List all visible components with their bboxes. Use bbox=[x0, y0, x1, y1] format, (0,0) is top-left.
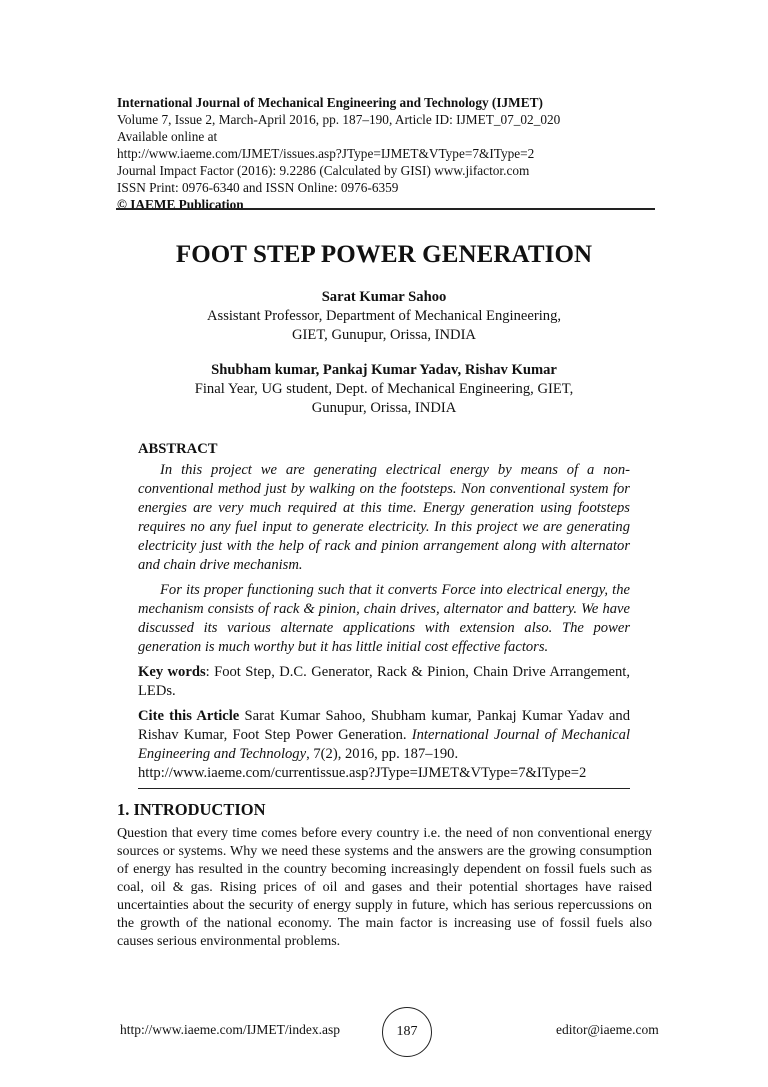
keywords-label: Key words bbox=[138, 664, 206, 680]
author-affiliation-1b: GIET, Gunupur, Orissa, INDIA bbox=[292, 327, 476, 343]
footer-url[interactable]: http://www.iaeme.com/IJMET/index.asp bbox=[120, 1022, 340, 1037]
abstract-divider bbox=[138, 788, 630, 789]
paper-title: FOOT STEP POWER GENERATION bbox=[175, 241, 593, 268]
available-line: Available online at bbox=[117, 129, 218, 144]
introduction-heading: 1. INTRODUCTION bbox=[117, 800, 266, 819]
impact-factor-line: Journal Impact Factor (2016): 9.2286 (Calculated by GISI) www.jifactor.com bbox=[117, 163, 530, 178]
footer-email[interactable]: editor@iaeme.com bbox=[556, 1022, 659, 1037]
abstract-paragraph-1: In this project we are generating electrical energy by means of a non-conventional method just by walking on the footsteps. Non conventional system for energies are very much required at this time. Energy generation using footsteps requires no any fuel input to generate electricity. In this project we are generating electricity just with the help of rack and pinion arrangement along with alternator and chain drive mechanism. bbox=[138, 462, 630, 573]
author-affiliation-1a: Assistant Professor, Department of Mechanical Engineering, bbox=[206, 308, 562, 324]
page-number: 187 bbox=[382, 1007, 432, 1057]
page-footer bbox=[0, 1000, 768, 1060]
author-affiliation-2a: Final Year, UG student, Dept. of Mechanical Engineering, GIET, bbox=[194, 381, 574, 397]
publisher-line: © IAEME Publication bbox=[117, 197, 244, 212]
cite-text-2: , 7(2), 2016, pp. 187–190. bbox=[306, 746, 459, 762]
abstract-paragraph-2: For its proper functioning such that it converts Force into electrical energy, the mechanism consists of rack & pinion, chain drives, alternator and battery. We have discussed its various alternate applications with extension also. The power generation is much worthy but it has little initial cost effective factors. bbox=[138, 582, 630, 655]
header-divider bbox=[116, 208, 655, 210]
author-block-1 bbox=[0, 288, 768, 345]
cite-text-1: Sarat Kumar Sahoo, Shubham kumar, Pankaj Kumar Yadav and Rishav Kumar, Foot Step Power Generation. bbox=[138, 708, 631, 743]
cite-label: Cite this Article bbox=[138, 708, 240, 724]
abstract-heading: ABSTRACT bbox=[138, 441, 218, 457]
citation bbox=[138, 707, 630, 783]
author-name-2: Shubham kumar, Pankaj Kumar Yadav, Rishav Kumar bbox=[211, 362, 557, 378]
volume-line: Volume 7, Issue 2, March-April 2016, pp. 187–190, Article ID: IJMET_07_02_020 bbox=[117, 112, 561, 127]
journal-header bbox=[117, 94, 654, 213]
issue-url[interactable]: http://www.iaeme.com/IJMET/issues.asp?JType=IJMET&VType=7&IType=2 bbox=[117, 146, 535, 161]
journal-title: International Journal of Mechanical Engineering and Technology (IJMET) bbox=[117, 95, 543, 110]
author-affiliation-2b: Gunupur, Orissa, INDIA bbox=[311, 400, 457, 416]
abstract-section bbox=[138, 440, 630, 783]
author-block-2 bbox=[0, 361, 768, 418]
cite-journal: International Journal of Mechanical Engineering and Technology bbox=[138, 727, 630, 762]
author-name-1: Sarat Kumar Sahoo bbox=[321, 289, 447, 305]
introduction-body: Question that every time comes before every country i.e. the need of non conventional energy sources or systems. Why we need these systems and the answers are the growing consumption of energy has resulted in the country becoming increasingly dependent on fossil fuels such as coal, oil & gas. Rising prices of oil and gases and their potential shortages have raised uncertainties about the security of energy supply in future, which has serious repercussions on the growth of the national economy. The main factor is increasing use of fossil fuels also causes serious environmental problems. bbox=[117, 826, 652, 949]
cite-url[interactable]: http://www.iaeme.com/currentissue.asp?JType=IJMET&VType=7&IType=2 bbox=[138, 765, 587, 781]
keywords bbox=[138, 663, 630, 701]
keywords-text: : Foot Step, D.C. Generator, Rack & Pinion, Chain Drive Arrangement, LEDs. bbox=[138, 664, 631, 699]
issn-line: ISSN Print: 0976-6340 and ISSN Online: 0976-6359 bbox=[117, 180, 399, 195]
